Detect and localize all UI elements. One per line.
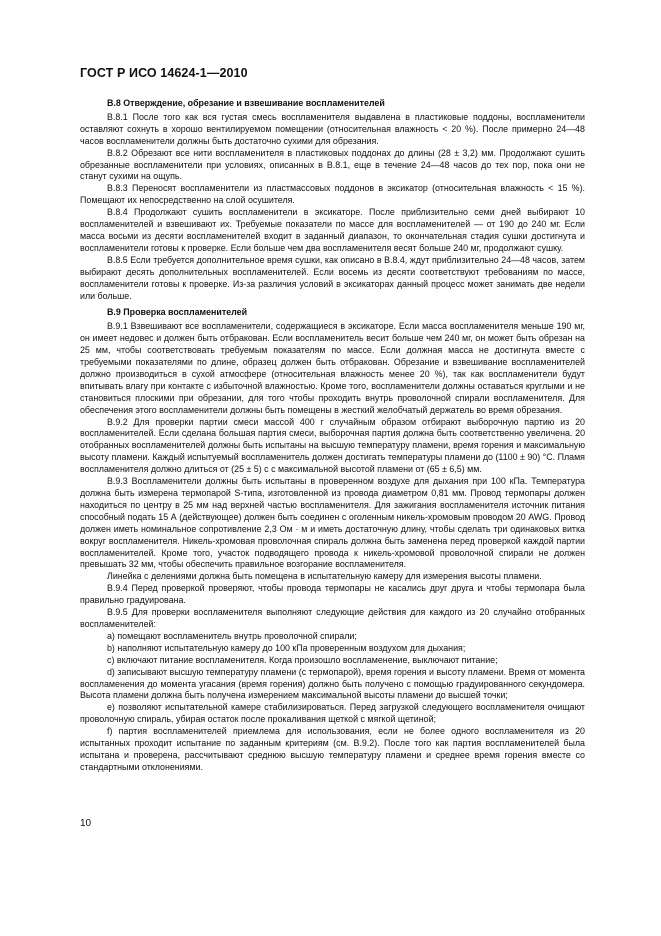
list-item-d: d) записывают высшую температуру пламени (с термопарой), время горения и высоту пламени. Время от момента воспламенения до момента угасания (время горения) должно быть получено с помощью градуированного секундомера. Высота пламени должна быть получена измерением максимальной высоты пламени до высшей точки; (80, 666, 585, 701)
page-number: 10 (80, 818, 92, 829)
section-heading-b9: В.9 Проверка воспламенителей (107, 307, 248, 318)
paragraph-b8-2: В.8.2 Обрезают все нити воспламенителя в пластиковых поддонах до длины (28 ± 3,2) мм. Продолжают сушить обрезанные воспламенители при условиях, описанных в В.8.1, еще в течение 24—48 часов до тех пор, пока они не станут сухими на ощупь. (80, 147, 585, 182)
list-item-f: f) партия воспламенителей приемлема для использования, если не более одного воспламенителя из 20 испытанных проходит испытание по заданным критериям (см. В.9.2). После того как партия воспламенителей была испытана и проверена, рассчитывают среднюю высшую температуру пламени и среднее время горения вместе со стандартными отклонениями. (80, 726, 585, 772)
paragraph-b8-4: В.8.4 Продолжают сушить воспламенители в эксикаторе. После приблизительно семи дней выбирают 10 воспламенителей и взвешивают их. Требуемые показатели по массе для воспламенителей — от 190 до 240 мг. Если масса восьми из десяти воспламенителей входит в заданный диапазон, то окончательная стадия сушки достигнута и воспламенители готовы к проверке. Если больше чем два воспламенителя весят больше 240 мг, продолжают сушку. (80, 207, 585, 253)
list-item-b: b) наполняют испытательную камеру до 100 кПа проверенным воздухом для дыхания; (107, 642, 466, 653)
paragraph-b8-1: В.8.1 После того как вся густая смесь воспламенителя выдавлена в пластиковые поддоны, воспламенители оставляют сохнуть в хорошо вентилируемом помещении (относительная влажность < 20 %). После примерно 24—48 часов воспламенители должны быть достаточно сухими для обрезания. (80, 111, 585, 146)
paragraph-ruler-note: Линейка с делениями должна быть помещена в испытательную камеру для измерения высоты пламени. (107, 571, 542, 582)
section-heading-b8: В.8 Отверждение, обрезание и взвешивание воспламенителей (107, 98, 385, 108)
paragraph-b9-3: В.9.3 Воспламенители должны быть испытаны в проверенном воздухе для дыхания при 100 кПа. Температура должна быть измерена термопарой S-типа, изготовленной из провода диаметром 0,81 мм. Провод термопары должен находиться по центру в 25 мм над верхней частью воспламенителя. Для зажигания воспламенителя источник питания способный подать 15 А (действующее) должен быть соединен с оголенным никель-хромовым проводом 20 AWG. Провод должен иметь номинальное сопротивление 2,3 Ом · м и иметь достаточную длину, чтобы сделать три одинаковых витка вокруг воспламенителя. Никель-хромовая проволочная спираль должна быть заменена перед проверкой каждой партии воспламенителей. Кроме того, участок подводящего провода к никель-хромовой проволочной спирали не должен превышать 32 мм, чтобы обеспечить правильное возгорание воспламенителя. (80, 476, 585, 570)
document-header: ГОСТ Р ИСО 14624-1—2010 (80, 66, 248, 80)
paragraph-b9-5: В.9.5 Для проверки воспламенителя выполняют следующие действия для каждого из 20 случайно отобранных воспламенителей: (80, 607, 585, 629)
paragraph-b8-3: В.8.3 Переносят воспламенители из пластмассовых поддонов в эксикатор (относительная влажность < 15 %). Помещают их непосредственно на слой осушителя. (80, 183, 585, 206)
paragraph-b9-4: В.9.4 Перед проверкой проверяют, чтобы провода термопары не касались друг друга и чтобы термопара была правильно градуирована. (80, 583, 585, 606)
list-item-e: e) позволяют испытательной камере стабилизироваться. Перед загрузкой следующего воспламенителя очищают проволочную спираль, убирая остаток после прокаливания щеткой с мягкой щетиной; (80, 702, 585, 725)
paragraph-b9-1: В.9.1 Взвешивают все воспламенители, содержащиеся в эксикаторе. Если масса воспламенителя меньше 190 мг, он имеет недовес и должен быть отбракован. Если воспламенитель весит больше чем 240 мг, он может быть обрезан на 25 мм, чтобы соответствовать требуемым показателям по массе. Если должная масса не достигнута вместе с требуемыми показателями по длине, образец должен быть отбракован. Обрезание и взвешивание воспламенителей должно производиться в сухой атмосфере (относительная влажность менее 20 %), так как воспламенители будут впитывать влагу при контакте с избыточной влажностью. Кроме того, воспламенители должны оставаться круглыми и не становиться плоскими при обрезании, для того чтобы проходить внутрь проволочной спирали воспламенителя. Для обеспечения этого воспламенители должны быть помещены в жесткий желобчатый держатель во время обрезания. (80, 321, 585, 415)
list-item-c: c) включают питание воспламенителя. Когда произошло воспламенение, выключают питание; (107, 654, 498, 665)
paragraph-b9-2: В.9.2 Для проверки партии смеси массой 400 г случайным образом отбирают выборочную партию из 20 воспламенителей. Если сделана большая партия смеси, выборочная партия должна быть соответственно увеличена. 20 отобранных воспламенителей должны быть испытаны на высшую температуру пламени, время горения и максимальную высоту пламени. Каждый испытуемый воспламенитель должен достигать температуры пламени до (1100 ± 90) °С. Пламя воспламенителя должно длиться от (25 ± 5) с с максимальной высотой пламени от (65 ± 6,5) мм. (80, 416, 585, 475)
paragraph-b8-5: В.8.5 Если требуется дополнительное время сушки, как описано в В.8.4, ждут приблизительно 24—48 часов, затем выбирают десять дополнительных воспламенителей. Если восемь из десяти соответствуют требованиям по массе, воспламенители готовы к проверке. Из-за различия условий в эксикаторах данный процесс может занимать две недели или больше. (80, 254, 585, 301)
page-body (80, 93, 585, 774)
list-item-a: a) помещают воспламенитель внутрь проволочной спирали; (107, 630, 357, 641)
